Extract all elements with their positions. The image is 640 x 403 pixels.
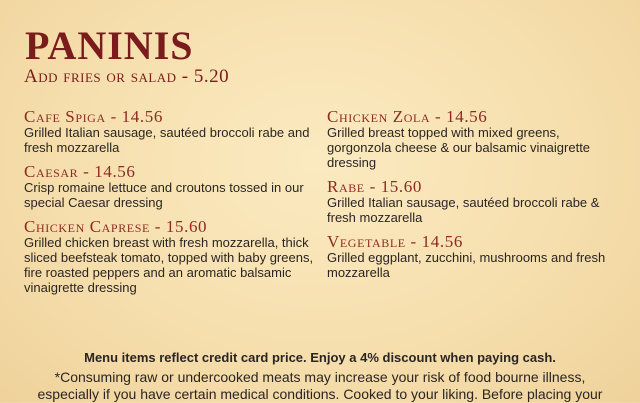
item-description: Grilled eggplant, zucchini, mushrooms and fresh mozzarella (327, 250, 606, 280)
item-description: Grilled Italian sausage, sautéed broccoli rabe and fresh mozzarella (24, 125, 310, 155)
menu-item-chicken-caprese (24, 218, 324, 295)
item-name: Chicken Caprese - 15.60 (24, 217, 208, 236)
disclaimer-line: *Consuming raw or undercooked meats may increase your risk of food bourne illness, (54, 369, 586, 385)
item-description: Grilled Italian sausage, sautéed broccoli rabe & fresh mozzarella (327, 195, 600, 225)
item-name: Caesar - 14.56 (24, 162, 136, 181)
item-name: Rabe - 15.60 (327, 177, 422, 196)
item-description: Crisp romaine lettuce and croutons tossed in our special Caesar dressing (24, 180, 304, 210)
item-name: Cafe Spiga - 14.56 (24, 107, 163, 126)
menu-title: PANINIS (25, 23, 194, 68)
menu-item-chicken-zola (327, 108, 627, 170)
menu-subtitle: Add fries or salad - 5.20 (24, 66, 230, 87)
disclaimer-line: especially if you have certain medical conditions. Cooked to your liking. Before placing your (37, 386, 603, 402)
menu-item-vegetable (327, 233, 627, 280)
item-description: Grilled chicken breast with fresh mozzarella, thick sliced beefsteak tomato, topped with baby greens, fire roasted peppers and an aromatic balsamic vinaigrette dressing (24, 235, 314, 295)
menu-item-cafe-spiga (24, 108, 324, 155)
item-name: Chicken Zola - 14.56 (327, 107, 488, 126)
menu-item-rabe (327, 178, 627, 225)
cash-discount-notice: Menu items reflect credit card price. Enjoy a 4% discount when paying cash. (84, 350, 556, 365)
item-name: Vegetable - 14.56 (327, 232, 463, 251)
food-safety-disclaimer (0, 369, 640, 403)
item-description: Grilled breast topped with mixed greens, gorgonzola cheese & our balsamic vinaigrette dressing (327, 125, 591, 170)
menu-item-caesar (24, 163, 324, 210)
menu-column-left (24, 108, 324, 303)
menu-column-right (327, 108, 627, 288)
